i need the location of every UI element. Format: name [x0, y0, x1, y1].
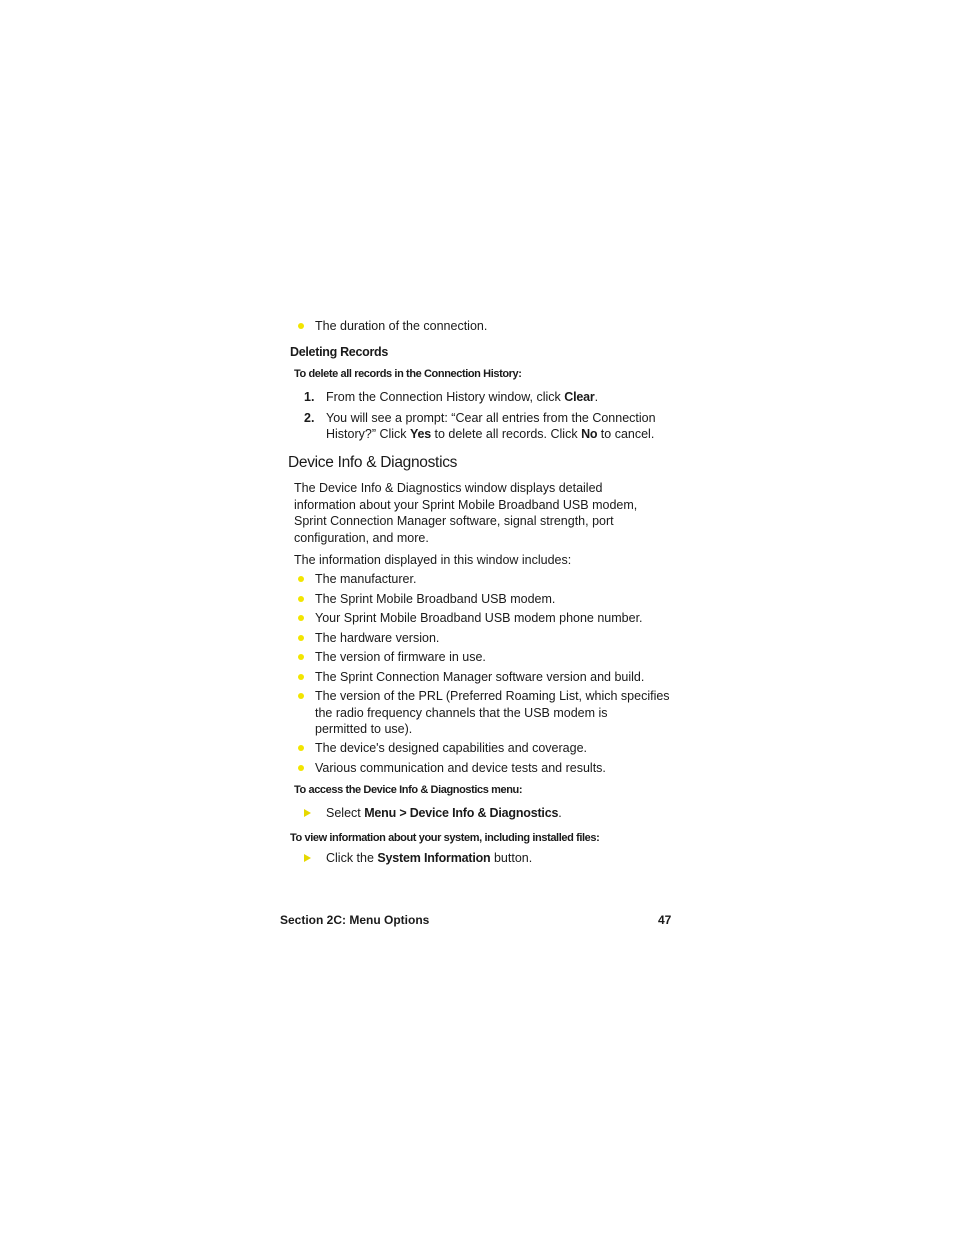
arrow-right-icon — [304, 854, 311, 862]
procedure-title: To view information about your system, including installed files: — [290, 832, 600, 844]
no-term: No — [581, 427, 598, 441]
footer-page-number: 47 — [658, 913, 672, 927]
step-2 — [304, 410, 704, 444]
bullet-text: Various communication and device tests and results. — [315, 761, 606, 775]
step-text-part: . — [558, 806, 562, 820]
bullet-text: The manufacturer. — [315, 572, 417, 586]
step-number: 2. — [304, 411, 315, 425]
bullet-text: The device's designed capabilities and coverage. — [315, 741, 588, 755]
bullet-dot-icon — [298, 765, 304, 771]
bullet-dot-icon — [298, 635, 304, 641]
bullet-dot-icon — [298, 674, 304, 680]
includes-lead: The information displayed in this window includes: — [294, 553, 572, 567]
bullet-dot-icon — [298, 596, 304, 602]
bullet-dot-icon — [298, 323, 304, 329]
bullet-dot-icon — [298, 693, 304, 699]
step-number: 1. — [304, 390, 315, 404]
bullet-dot-icon — [298, 654, 304, 660]
step-text-part: . — [594, 390, 599, 404]
bullet-text: Your Sprint Mobile Broadband USB modem phone number. — [315, 611, 643, 625]
step-text-part: to cancel. — [597, 427, 655, 441]
intro-line: Sprint Connection Manager software, signal strength, port — [294, 514, 614, 528]
bullet-dot-icon — [298, 576, 304, 582]
clear-term: Clear — [564, 390, 595, 404]
step-text-part: History?” Click — [326, 427, 411, 441]
intro-paragraph — [294, 480, 637, 546]
bullet-text: The duration of the connection. — [315, 319, 488, 333]
bullet-text: The Sprint Mobile Broadband USB modem. — [315, 592, 556, 606]
bullet-text: The version of firmware in use. — [315, 650, 486, 664]
step-text-part: Select — [326, 806, 365, 820]
bullet-text-line: the radio frequency channels that the USB modem is — [315, 706, 608, 720]
menu-path-term: Menu > Device Info & Diagnostics — [364, 806, 559, 820]
step-text — [326, 805, 562, 822]
access-step — [304, 805, 704, 822]
intro-line: The Device Info & Diagnostics window displays detailed — [294, 481, 603, 495]
bullet-text: The hardware version. — [315, 631, 440, 645]
section-title: Device Info & Diagnostics — [288, 454, 458, 471]
view-step — [304, 850, 704, 867]
step-text-line-1: You will see a prompt: “Cear all entries from the Connection — [326, 411, 656, 425]
step-text-part: to delete all records. Click — [431, 427, 582, 441]
bullet-text-line: The version of the PRL (Preferred Roaming List, which specifies — [315, 689, 670, 703]
procedure-title: To delete all records in the Connection History: — [294, 368, 522, 380]
subsection-heading: Deleting Records — [290, 345, 389, 359]
bullet-dot-icon — [298, 615, 304, 621]
step-text — [326, 389, 598, 406]
bullet-dot-icon — [298, 745, 304, 751]
step-text-part: Click the — [326, 851, 378, 865]
step-1 — [304, 389, 704, 406]
step-text-part: From the Connection History window, click — [326, 390, 565, 404]
bullet-text: The Sprint Connection Manager software version and build. — [315, 670, 645, 684]
yes-term: Yes — [410, 427, 431, 441]
step-text-line-2 — [326, 426, 654, 443]
intro-line: information about your Sprint Mobile Broadband USB modem, — [294, 497, 638, 512]
system-information-term: System Information — [377, 851, 491, 865]
step-text-part: button. — [490, 851, 533, 865]
procedure-title: To access the Device Info & Diagnostics menu: — [294, 784, 523, 796]
footer-section-label: Section 2C: Menu Options — [280, 913, 430, 927]
arrow-right-icon — [304, 809, 311, 817]
intro-line: configuration, and more. — [294, 530, 429, 545]
bullet-text-line: permitted to use). — [315, 722, 413, 736]
step-text — [326, 850, 532, 867]
